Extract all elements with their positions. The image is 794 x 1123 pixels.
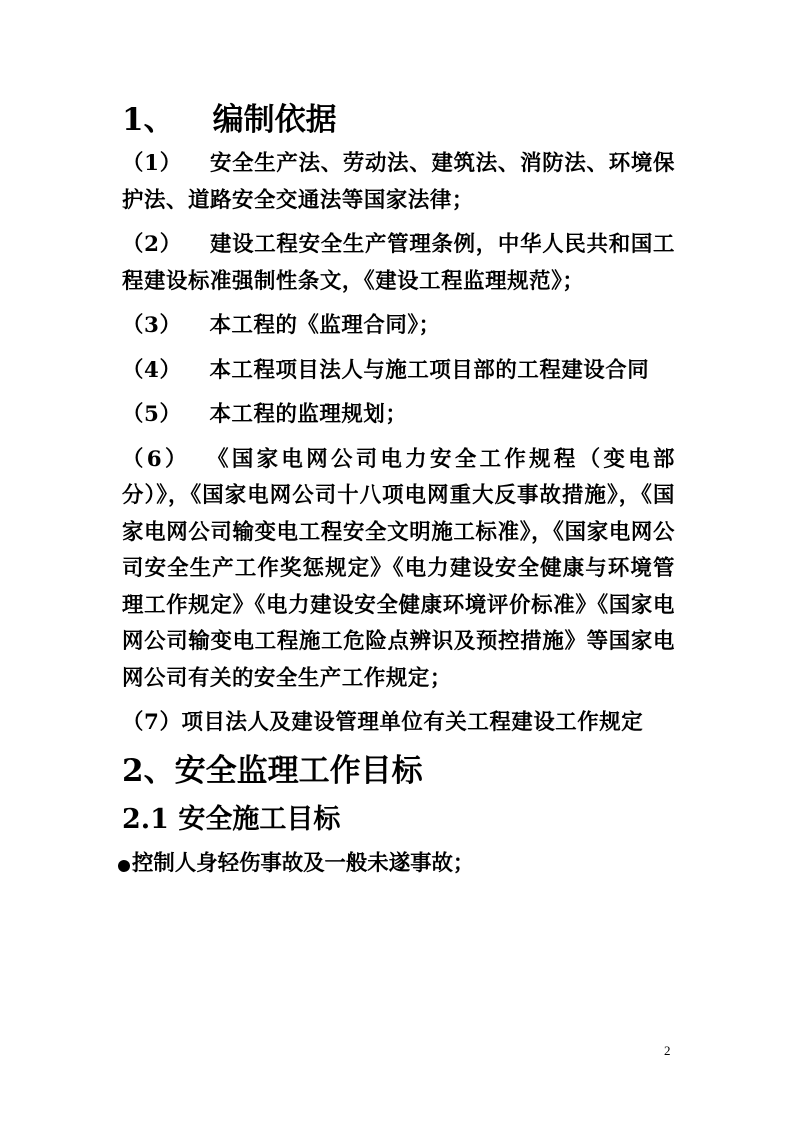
basis-item-3-text: 本工程的《监理合同》； bbox=[209, 313, 441, 338]
section-2-heading: 2、安全监理工作目标 bbox=[122, 752, 423, 789]
basis-item-1 bbox=[122, 146, 675, 219]
basis-item-1-label: （1） bbox=[122, 151, 182, 176]
basis-item-6-text: 《国家电网公司电力安全工作规程（变电部分）》，《国家电网公司十八项电网重大反事故措施》，《国家电网公司输变电工程安全文明施工标准》，《国家电网公司安全生产工作奖惩规定》《电力建设安全健康与环境管理工作规定》《电力建设安全健康环境评价标准》《国家电网公司输变电工程施工危险点辨识及预控措施》等国家电网公司有关的安全生产工作规定； bbox=[122, 446, 675, 691]
basis-item-5-label: （5） bbox=[122, 402, 182, 427]
bullet-item bbox=[118, 846, 675, 882]
section-1-number: 1、 bbox=[122, 102, 175, 138]
basis-item-3 bbox=[122, 308, 675, 345]
bullet-dot-icon bbox=[118, 860, 130, 872]
basis-item-5-text: 本工程的监理规划； bbox=[209, 402, 408, 427]
basis-item-2-label: （2） bbox=[122, 232, 182, 257]
page-content bbox=[122, 97, 675, 882]
basis-item-7-text: 项目法人及建设管理单位有关工程建设工作规定 bbox=[181, 710, 644, 735]
basis-item-4-text: 本工程项目法人与施工项目部的工程建设合同 bbox=[209, 357, 650, 383]
basis-item-2-text: 建设工程安全生产管理条例，中华人民共和国工程建设标准强制性条文，《建设工程监理规范》； bbox=[122, 232, 675, 294]
page-number: 2 bbox=[664, 1043, 671, 1058]
section-1-title: 编制依据 bbox=[212, 102, 337, 138]
basis-item-7-label: （7） bbox=[122, 710, 182, 735]
basis-item-5 bbox=[122, 397, 675, 434]
basis-item-4-label: （4） bbox=[122, 357, 182, 383]
basis-item-3-label: （3） bbox=[122, 313, 182, 338]
section-1-heading bbox=[122, 97, 675, 143]
subsection-2-1-heading: 2.1 安全施工目标 bbox=[122, 803, 341, 835]
bullet-item-text: 控制人身轻伤事故及一般未遂事故； bbox=[132, 850, 475, 876]
basis-item-7 bbox=[122, 705, 675, 742]
basis-item-6-label: （6） bbox=[122, 446, 190, 472]
basis-item-2 bbox=[122, 227, 675, 300]
basis-item-4 bbox=[122, 353, 675, 390]
basis-item-6 bbox=[122, 442, 675, 698]
basis-item-1-text: 安全生产法、劳动法、建筑法、消防法、环境保护法、道路安全交通法等国家法律； bbox=[122, 151, 675, 213]
